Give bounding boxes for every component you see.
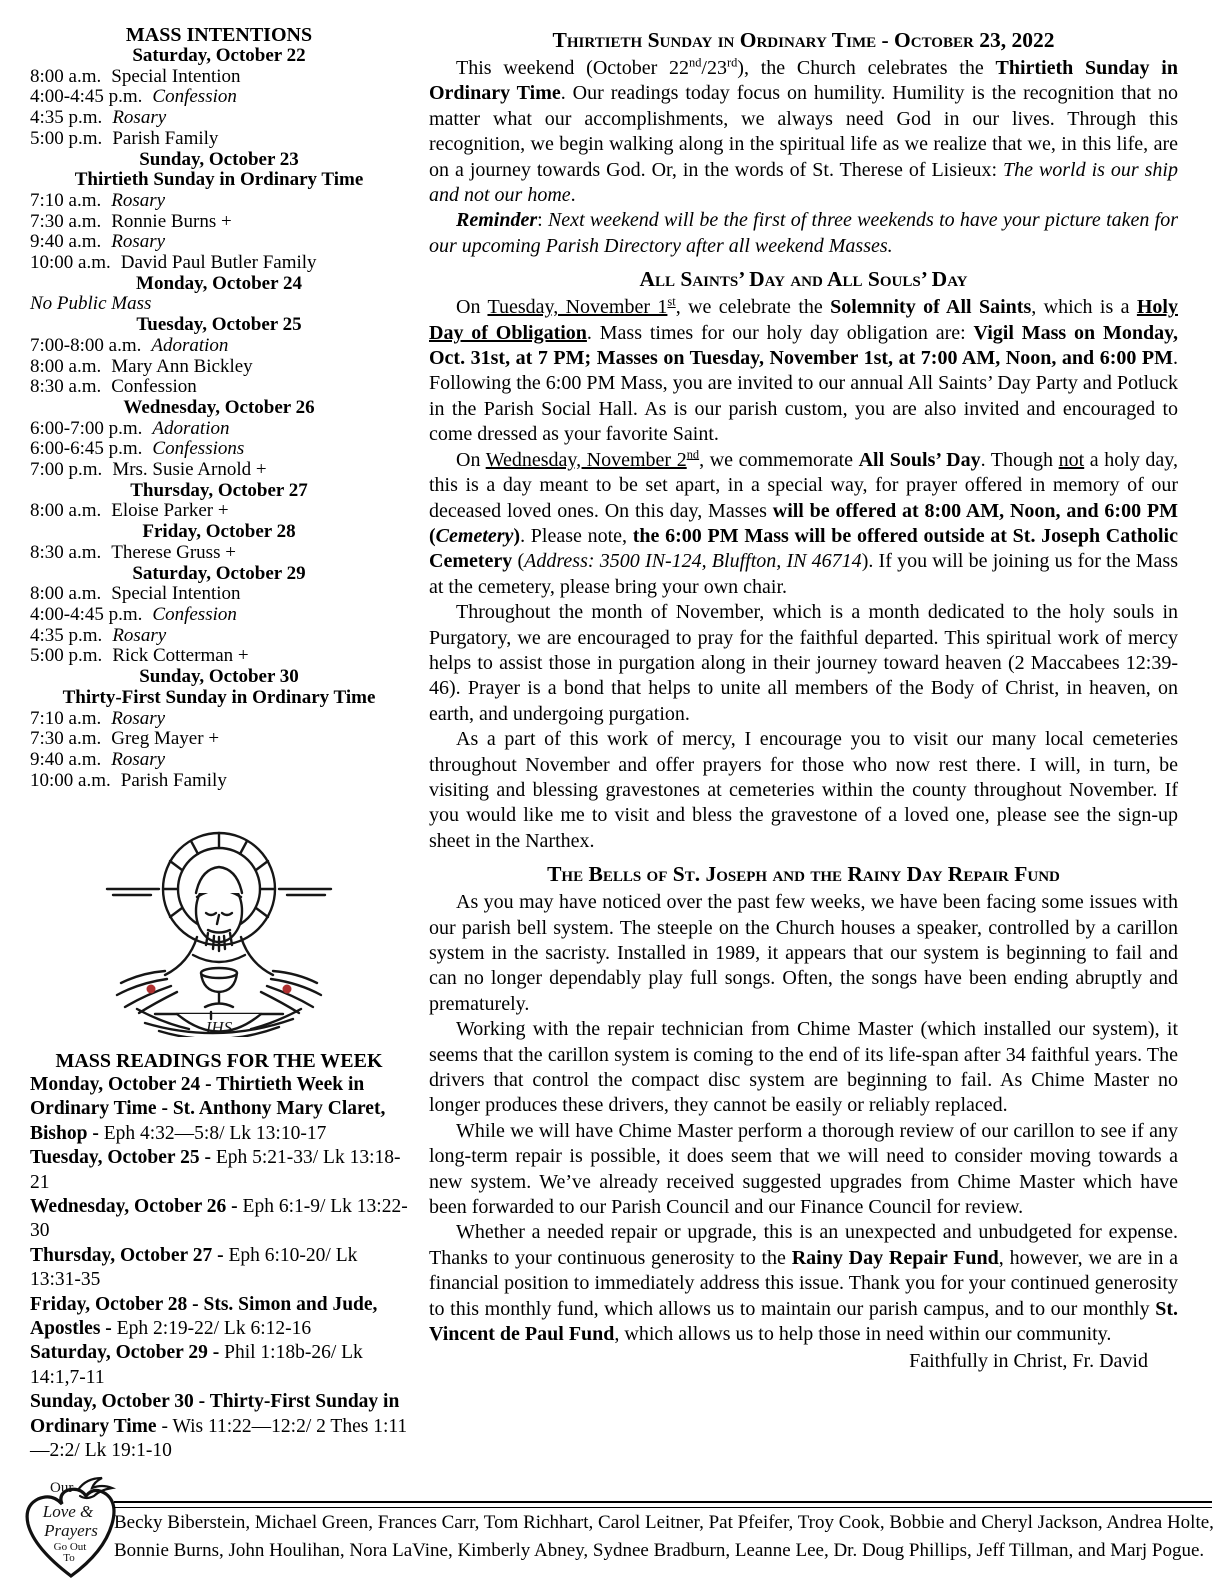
text-segment: . Please note, [520,524,633,547]
entry-time: 4:00-4:45 p.m. [30,86,143,108]
prayer-names: Becky Biberstein, Michael Green, Frances Carr, Tom Richhart, Carol Leitner, Pat Pfeifer, Troy Cook, Bobbie and Cheryl Jackson, Andrea Holte, Bonnie Burns, John Houlihan, Nora LaVine, Kimberly Abney, Sydnee Bradburn, Leanne Lee, Dr. Doug Phillips, Jeff Tillman, and Marj Pogue. [114,1512,1214,1561]
text-segment: Whether a needed repair or upgrade, this is an unexpected and unbudgeted for expense. Thanks to your continuous generosity to the [429,1221,1178,1269]
mass-intention-entry [30,419,408,440]
stigmata-right [283,985,292,994]
entry-time: 9:40 a.m. [30,748,102,770]
mass-intention-entry [30,108,408,129]
entry-description: Mary Ann Bickley [111,355,253,377]
mass-readings-title: MASS READINGS FOR THE WEEK [55,1050,383,1073]
text-segment: Tuesday, October 25 - [30,1147,216,1169]
text-segment: Thursday, October 27 - [30,1244,229,1266]
paragraph [429,600,1178,727]
text-segment: Reminder [456,209,538,232]
day-header: Monday, October 24 [136,272,302,294]
text-segment: Eph 6:10-20/ Lk 13:31-35 [30,1244,358,1291]
heart-word-2: Love & [42,1502,94,1521]
entry-description: Rosary [111,748,166,770]
entry-time: 10:00 a.m. [30,769,111,791]
reading-item [30,1146,408,1195]
text-segment: Monday, October 24 - Thirtieth Week in Ordinary Time - St. Anthony Mary Claret, Bishop - [30,1074,386,1144]
day-header: Saturday, October 29 [132,562,306,584]
chalice-icon [201,968,237,1007]
signoff: Faithfully in Christ, Fr. David [909,1349,1148,1372]
text-segment: As a part of this work of mercy, I encourage you to visit our many local cemeteries throughout November and offer prayers for those who now rest there. I will, in turn, be visiting and blessing gravestones at cemeteries within the county throughout November. If you would like me to visit and bless the gravestone of a loved one, please see the sign-up sheet in the Narthex. [429,728,1178,852]
right-column [429,20,1178,1374]
text-segment: Eph 6:1-9/ Lk 13:22-30 [30,1196,408,1242]
entry-description: Ronnie Burns + [111,210,232,232]
text-segment: On [456,296,488,319]
heart-word-3: Prayers [44,1521,98,1540]
text-segment: Thirtieth Sunday in Ordinary Time [429,57,1178,105]
entry-description: Parish Family [112,127,219,149]
text-segment: st [667,294,676,309]
schedule-note: No Public Mass [30,293,152,315]
mass-intention-entry [30,67,408,88]
footer-divider [114,1501,1212,1508]
text-segment: This weekend (October 22 [456,57,690,79]
text-segment: Throughout the month of November, which is a month dedicated to the holy souls in Purgatory, we are encouraged to pray for the faithful departed. This spiritual work of mercy helps to assist those in purgation along in their journey toward heaven (2 Maccabees 12:39-46). Prayer is a bond that helps to unite all members of the Body of Christ, in heaven, on earth, and undergoing purgation. [429,601,1178,725]
paragraph [429,1017,1178,1119]
text-segment: All Souls’ Day [858,448,981,471]
mass-intention-entry [30,232,408,253]
entry-description: Rosary [112,107,167,129]
text-segment: While we will have Chime Master perform a thorough review of our carillon to see if any long-term repair is possible, it does seem that we will need to consider moving towards a new system. We’ve already received suggested upgrades from Chime Master which have been forwarded to our Parish Council and our Finance Council for review. [429,1119,1178,1219]
paragraph [429,1220,1178,1347]
entry-time: 6:00-7:00 p.m. [30,417,143,439]
day-header: Friday, October 28 [142,521,296,543]
reading-item [30,1073,408,1146]
paragraph [429,1119,1178,1221]
text-segment: , which is a [1031,296,1137,319]
text-segment: the 6:00 PM Mass will be offered outside at St. Joseph Catholic Cemetery [429,524,1178,573]
entry-time: 8:00 a.m. [30,583,102,605]
section-heading: The Bells of St. Joseph and the Rainy Day Repair Fund [547,862,1060,887]
text-segment: nd [689,55,702,70]
reading-item [30,1341,408,1390]
mass-intention-entry [30,750,408,771]
mass-intention-entry [30,771,408,792]
text-segment: Solemnity of All Saints [830,296,1032,319]
paragraph [429,208,1178,259]
eucharist-artwork [30,823,408,1043]
text-segment: , however, we are in a financial position to immediately address this issue. Thank you for your continued generosity to this monthly fund, which allows us to maintain our parish campus, and to our monthly [429,1246,1178,1320]
text-segment: . Our readings today focus on humility. Humility is the recognition that no matter what our accomplishments, we always need God in our lives. Through this recognition, we begin walking along in the spiritual life as we realize that we, in this life, are on a journey towards God. Or, in the words of St. Therese of Lisieux: [429,82,1178,181]
jesus-face [196,867,242,951]
text-segment: On [456,448,486,471]
entry-description: Confessions [152,438,245,460]
text-segment: Rainy Day Repair Fund [791,1246,999,1269]
reading-item [30,1293,408,1342]
entry-time: 7:00-8:00 a.m. [30,334,142,356]
entry-description: Rosary [112,624,167,646]
text-segment: , we commemorate [699,448,859,471]
day-header: Thirty-First Sunday in Ordinary Time [62,686,376,708]
text-segment: ( [512,550,525,573]
entry-description: Greg Mayer + [111,728,220,750]
text-segment: a holy day, this is a day meant to be set apart, in a special way, for prayer offered in memory of our deceased loved ones. On this day, Masses [429,448,1179,522]
entry-time: 8:00 a.m. [30,500,102,522]
text-segment: St. Vincent de Paul Fund [429,1297,1178,1346]
ihs-text: IHS [205,1018,233,1038]
day-header: Tuesday, October 25 [136,314,302,336]
entry-time: 4:35 p.m. [30,107,103,129]
entry-description: Confession [152,603,237,625]
entry-time: 5:00 p.m. [30,645,103,667]
text-segment: Working with the repair technician from Chime Master (which installed our system), it seems that the carillon system is coming to the end of its life-span after 34 faithful years. The drivers that control the compact disc system are beginning to fail. As Chime Master no longer produces these drivers, they cannot be easily or reliably replaced. [429,1018,1178,1117]
right-hand [261,971,321,1013]
text-segment: /23 [701,57,727,79]
entry-time: 9:40 a.m. [30,231,102,253]
mass-intentions-list [30,46,408,791]
text-segment: , which allows us to help those in need within our community. [614,1323,1112,1346]
mass-intention-entry [30,646,408,667]
entry-description: Rosary [111,189,166,211]
entry-description: Adoration [152,417,230,439]
text-segment: ). If you will be joining us for the Mass at the cemetery, please bring your own chair. [429,550,1178,598]
entry-description: Mrs. Susie Arnold + [112,459,267,481]
mass-intention-entry [30,336,408,357]
mass-intention-entry [30,729,408,750]
entry-description: Rick Cotterman + [112,645,249,667]
entry-time: 8:30 a.m. [30,376,102,398]
text-segment: ) [513,524,521,547]
text-segment: Holy Day of Obligation [429,296,1178,344]
mass-intention-entry [30,709,408,730]
day-header: Wednesday, October 26 [123,396,315,418]
mass-intention-entry [30,626,408,647]
entry-description: Therese Gruss + [111,541,236,563]
entry-time: 4:35 p.m. [30,624,103,646]
text-segment: The world is our ship and not our home [429,158,1178,207]
entry-time: 8:30 a.m. [30,541,102,563]
text-segment: Cemetery [435,524,514,547]
text-segment: Friday, October 28 - Sts. Simon and Jude, Apostles - [30,1293,378,1340]
paragraph [429,890,1178,1017]
text-segment: Sunday, October 30 - Thirty-First Sunday in Ordinary Time [30,1391,400,1437]
reading-item [30,1244,408,1293]
entry-time: 7:10 a.m. [30,707,102,729]
paragraph [429,56,1178,208]
article-sections [429,27,1178,1348]
day-header: Sunday, October 23 [139,148,299,170]
section-heading: All Saints’ Day and All Souls’ Day [639,267,968,292]
mass-intention-entry [30,357,408,378]
reading-item [30,1195,408,1244]
heart-word-5: To [63,1552,75,1564]
entry-time: 7:30 a.m. [30,210,102,232]
text-segment: Phil 1:18b-26/ Lk 14:1,7-11 [30,1342,363,1388]
text-segment: . Following the 6:00 PM Mass, you are invited to our annual All Saints’ Day Party and Potluck in the Parish Social Hall. As is our parish custom, you are also invited and encouraged to come dressed as your favorite Saint. [429,347,1178,446]
mass-intention-entry [30,501,408,522]
day-header: Thursday, October 27 [130,479,308,501]
text-segment: . Mass times for our holy day obligation are: [586,321,974,344]
stigmata-left [147,985,156,994]
text-segment: . [570,184,576,207]
text-segment: - Wis 11:22—12:2/ 2 Thes 1:11—2:2/ Lk 19:1-10 [30,1415,408,1462]
text-segment: Tuesday, November 1 [487,296,668,319]
text-segment: : [537,209,548,232]
entry-time: 7:30 a.m. [30,728,102,750]
entry-time: 8:00 a.m. [30,65,102,87]
heart-word-4: Go Out [53,1541,87,1553]
mass-intention-entry [30,439,408,460]
love-prayers-heart-icon [20,1472,122,1584]
day-header: Saturday, October 22 [132,45,306,66]
mass-intention-entry [30,584,408,605]
heart-word-1: Our [50,1480,74,1496]
entry-time: 7:00 p.m. [30,459,103,481]
entry-description: David Paul Butler Family [120,252,317,274]
mass-intentions-title: MASS INTENTIONS [125,24,313,46]
mass-intention-entry [30,377,408,398]
text-segment: Saturday, October 29 - [30,1342,225,1364]
text-segment: As you may have noticed over the past few weeks, we have been facing some issues with our parish bell system. The steeple on the Church houses a speaker, controlled by a carillon system in the sacristy. Installed in 1989, it appears that our system is beginning to fail and can no longer dependably play full songs. Often, the songs have been ending abruptly and prematurely. [429,891,1178,1015]
entry-description: Eloise Parker + [111,500,229,522]
text-segment: Eph 4:32—5:8/ Lk 13:10-17 [103,1122,327,1144]
entry-description: Rosary [111,707,166,729]
entry-description: Adoration [151,334,229,356]
entry-description: Confession [152,86,237,108]
mass-intention-entry [30,543,408,564]
mass-intention-entry [30,191,408,212]
left-hand [117,971,177,1013]
mass-readings-list [30,1073,408,1464]
text-segment: , we celebrate the [675,296,831,319]
text-segment: Wednesday, November 2 [485,448,687,471]
text-segment: Eph 2:19-22/ Lk 6:12-16 [116,1318,312,1340]
text-segment: Eph 5:21-33/ Lk 13:18-21 [30,1147,401,1193]
left-column [30,24,408,1464]
mass-intention-entry [30,87,408,108]
text-segment: will be offered at 8:00 AM, Noon, and 6:00 PM ( [429,499,1178,547]
entry-time: 7:10 a.m. [30,189,102,211]
paragraph [429,448,1178,600]
text-segment: Next weekend will be the first of three weekends to have your picture taken for our upcoming Parish Directory after all weekend Masses. [429,209,1179,257]
paragraph [429,295,1178,447]
entry-time: 8:00 a.m. [30,355,102,377]
mass-intention-entry [30,129,408,150]
text-segment: nd [686,447,700,462]
text-segment: . Though [980,448,1059,471]
mass-intention-entry [30,605,408,626]
text-segment: ), the Church celebrates the [737,57,996,79]
paragraph [429,727,1178,854]
text-segment: Vigil Mass on Monday, Oct. 31st, at 7 PM; Masses on Tuesday, November 1st, at 7:00 AM, Noon, and 6:00 PM [429,321,1178,370]
reading-item [30,1390,408,1463]
entry-time: 4:00-4:45 p.m. [30,603,143,625]
entry-description: Special Intention [111,65,241,87]
mass-intention-entry [30,212,408,233]
mass-intention-entry [30,253,408,274]
mass-intention-entry [30,460,408,481]
day-header: Sunday, October 30 [139,666,299,688]
entry-time: 5:00 p.m. [30,127,103,149]
entry-description: Parish Family [120,769,227,791]
entry-time: 6:00-6:45 p.m. [30,438,143,460]
entry-time: 10:00 a.m. [30,252,111,274]
day-header: Thirtieth Sunday in Ordinary Time [74,169,364,191]
text-segment: Address: 3500 IN-124, Bluffton, IN 46714 [524,550,862,573]
section-heading: Thirtieth Sunday in Ordinary Time - October 23, 2022 [552,28,1055,52]
entry-description: Confession [111,376,197,398]
text-segment: not [1058,448,1085,471]
entry-description: Special Intention [111,583,241,605]
text-segment: Wednesday, October 26 - [30,1196,243,1218]
jesus-eucharist-icon [93,823,345,1037]
text-segment: rd [726,55,738,70]
entry-description: Rosary [111,231,166,253]
